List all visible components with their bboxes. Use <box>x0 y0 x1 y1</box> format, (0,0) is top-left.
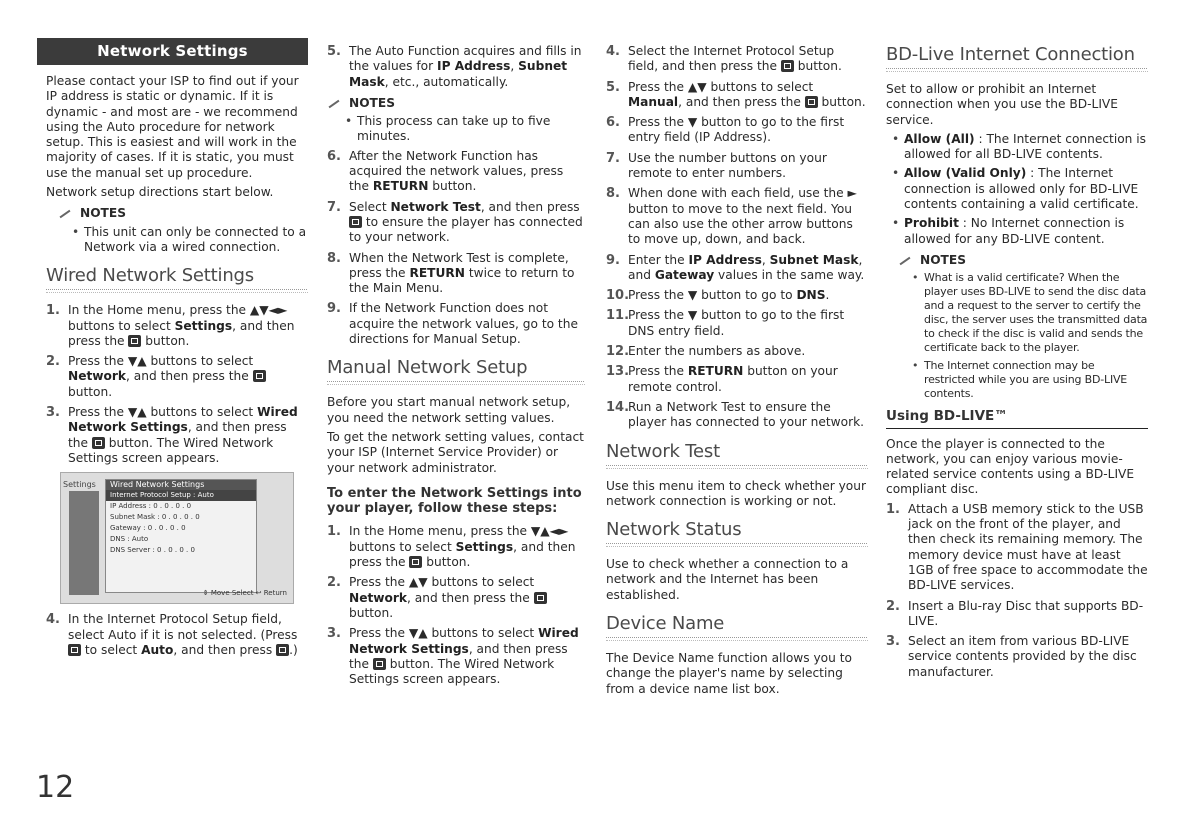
notes-list <box>327 114 585 145</box>
intro-paragraph-2: Network setup directions start below. <box>46 185 274 200</box>
step-item: 2. Press the ▼▲ buttons to select Network, and then press the button. <box>46 354 308 400</box>
step-item: 5. Press the ▲▼ buttons to select Manual, and then press the button. <box>606 79 866 109</box>
screen-side-menu <box>69 491 99 595</box>
screen-row: Subnet Mask : 0 . 0 . 0 . 0 <box>110 513 200 522</box>
dotted-rule <box>606 465 868 469</box>
step-item: 3. Press the ▼▲ buttons to select Wired Network Settings, and then press the button. The Wired Network Settings screen appears. <box>327 626 579 687</box>
screen-row: Gateway : 0 . 0 . 0 . 0 <box>110 524 186 533</box>
enter-button-icon <box>276 644 289 656</box>
screen-row: IP Address : 0 . 0 . 0 . 0 <box>110 502 192 511</box>
test-paragraph: Use this menu item to check whether your network connection is working or not. <box>606 478 867 508</box>
steps-list <box>46 612 308 658</box>
note-item: • This process can take up to five minutes. <box>357 114 585 145</box>
steps-list <box>327 44 585 90</box>
screen-footer: ⇕ Move Select ↩ Return <box>202 588 287 597</box>
steps-list <box>327 524 585 687</box>
column-1 <box>46 74 308 663</box>
section-heading-wired: Wired Network Settings <box>46 265 254 287</box>
enter-button-icon <box>68 644 81 656</box>
enter-button-icon <box>92 437 105 449</box>
status-paragraph: Use to check whether a connection to a network and the Internet has been established. <box>606 557 849 602</box>
section-heading-using: Using BD-LIVE™ <box>886 408 1008 425</box>
note-item: • What is a valid certificate? When the player uses BD-LIVE to send the disc data and a request to the server to certify the disc, the server uses the transmitted data to check if the disc is valid and sends the certificate back to the player. <box>924 271 1148 355</box>
column-4 <box>886 44 1148 685</box>
option-item: • Allow (Valid Only) : The Internet connection is allowed only for BD-LIVE contents containing a valid certificate. <box>904 166 1148 212</box>
dotted-rule <box>327 381 585 385</box>
enter-button-icon <box>253 370 266 382</box>
note-item: • This unit can only be connected to a Network via a wired connection. <box>84 225 308 256</box>
screen-menu-label: Settings <box>63 480 96 490</box>
intro-paragraph: Please contact your ISP to find out if your IP address is static or dynamic. If it is dynamic - and most are - we recommend using the Auto procedure for network setup. This is easiest and will work in the majority of cases. If it is static, you must use the manual set up procedure. <box>46 74 299 180</box>
step-item: 2. Press the ▲▼ buttons to select Network, and then press the button. <box>327 575 585 621</box>
screen-dialog-title: Wired Network Settings <box>106 480 256 490</box>
step-item: 9. If the Network Function does not acquire the network values, go to the directions for Manual Setup. <box>327 301 578 347</box>
notes-heading: NOTES <box>327 96 585 111</box>
enter-button-icon <box>349 216 362 228</box>
enter-button-icon <box>373 658 386 670</box>
note-item: • The Internet connection may be restricted while you are using BD-LIVE contents. <box>924 359 1148 401</box>
screen-row: DNS : Auto <box>110 535 149 544</box>
device-paragraph: The Device Name function allows you to change the player's name by selecting from a device name list box. <box>606 651 852 696</box>
step-item: 6. Press the ▼ button to go to the first entry field (IP Address). <box>606 115 845 145</box>
step-item: 12. Enter the numbers as above. <box>606 344 806 360</box>
enter-button-icon <box>781 60 794 72</box>
column-2 <box>327 44 585 692</box>
section-heading-device: Device Name <box>606 613 725 635</box>
dotted-rule <box>606 543 868 547</box>
bdlive-options-list <box>886 132 1148 247</box>
manual-paragraph: Before you start manual network setup, you need the network setting values. <box>327 395 571 425</box>
step-item: 8. When the Network Test is complete, press the RETURN twice to return to the Main Menu. <box>327 250 575 296</box>
section-heading-bdlive: BD-Live Internet Connection <box>886 44 1135 65</box>
dotted-rule <box>606 637 868 641</box>
section-heading-test: Network Test <box>606 440 720 462</box>
dotted-rule <box>46 289 308 293</box>
screen-dialog <box>105 479 257 593</box>
notes-list <box>46 225 308 256</box>
steps-list <box>327 149 585 348</box>
using-paragraph: Once the player is connected to the network, you can enjoy various movie-related service contents using a BD-LIVE compliant disc. <box>886 436 1135 497</box>
section-heading-manual: Manual Network Setup <box>327 357 528 379</box>
step-item: 7. Use the number buttons on your remote to enter numbers. <box>606 150 827 181</box>
page-number: 12 <box>36 770 75 805</box>
solid-rule <box>886 428 1148 429</box>
step-item: 4. Select the Internet Protocol Setup field, and then press the button. <box>606 44 842 74</box>
pencil-icon <box>898 256 912 266</box>
manual-paragraph-2: To get the network setting values, contact your ISP (Internet Service Provider) or your network administrator. <box>327 429 584 475</box>
notes-heading: NOTES <box>58 206 308 221</box>
section-heading-status: Network Status <box>606 519 742 541</box>
notes-list <box>886 271 1148 401</box>
enter-button-icon <box>805 96 818 108</box>
enter-button-icon <box>534 592 547 604</box>
step-item: 9. Enter the IP Address, Subnet Mask, and Gateway values in the same way. <box>606 252 865 282</box>
option-item: • Allow (All) : The Internet connection is allowed for all BD-LIVE contents. <box>904 132 1148 163</box>
step-item: 7. Select Network Test, and then press to ensure the player has connected to your network. <box>327 199 583 245</box>
enter-button-icon <box>128 335 141 347</box>
dotted-rule <box>886 68 1148 72</box>
enter-button-icon <box>409 556 422 568</box>
step-item: 3. Press the ▼▲ buttons to select Wired Network Settings, and then press the button. The Wired Network Settings screen appears. <box>46 405 298 465</box>
section-banner: Network Settings <box>37 38 308 65</box>
steps-list <box>886 502 1148 680</box>
screen-row: DNS Server : 0 . 0 . 0 . 0 <box>110 546 195 555</box>
step-item: 10. Press the ▼ button to go to DNS. <box>606 288 830 304</box>
manual-subheading: To enter the Network Settings into your player, follow these steps: <box>327 485 582 517</box>
steps-list <box>46 303 308 466</box>
column-3 <box>606 44 868 701</box>
step-item: 8. When done with each field, use the ► button to move to the next field. You can also use the other arrow buttons to move up, down, and back. <box>606 186 857 247</box>
settings-screenshot <box>60 472 294 604</box>
notes-heading: NOTES <box>898 253 1148 268</box>
step-item: 1. In the Home menu, press the ▼▲◄► buttons to select Settings, and then press the button. <box>327 524 576 570</box>
step-item: 13. Press the RETURN button on your remote control. <box>606 364 838 394</box>
step-item: 5. The Auto Function acquires and fills in the values for IP Address, Subnet Mask, etc., automatically. <box>327 44 582 89</box>
step-item: 14. Run a Network Test to ensure the player has connected to your network. <box>606 399 865 430</box>
bdlive-paragraph: Set to allow or prohibit an Internet connection when you use the BD-LIVE service. <box>886 82 1118 127</box>
step-item: 1. Attach a USB memory stick to the USB jack on the front of the player, and then check its remaining memory. The memory device must have at least 1GB of free space to accommodate the BD-LIVE services. <box>886 501 1148 593</box>
pencil-icon <box>327 99 341 109</box>
step-item: 6. After the Network Function has acquired the network values, press the RETURN button. <box>327 148 564 194</box>
step-item: 3. Select an item from various BD-LIVE service contents provided by the disc manufacturer. <box>886 634 1137 679</box>
pencil-icon <box>58 209 72 219</box>
step-item: 11. Press the ▼ button to go to the first DNS entry field. <box>606 308 845 338</box>
step-item: 1. In the Home menu, press the ▲▼◄► buttons to select Settings, and then press the button. <box>46 303 295 348</box>
step-item: 2. Insert a Blu-ray Disc that supports BD-LIVE. <box>886 598 1144 628</box>
screen-row: Internet Protocol Setup : Auto <box>106 490 256 501</box>
steps-list <box>606 44 868 431</box>
option-item: • Prohibit : No Internet connection is allowed for any BD-LIVE content. <box>904 216 1148 247</box>
step-item: 4. In the Internet Protocol Setup field, select Auto if it is not selected. (Press to select Auto, and then press .) <box>46 612 298 657</box>
